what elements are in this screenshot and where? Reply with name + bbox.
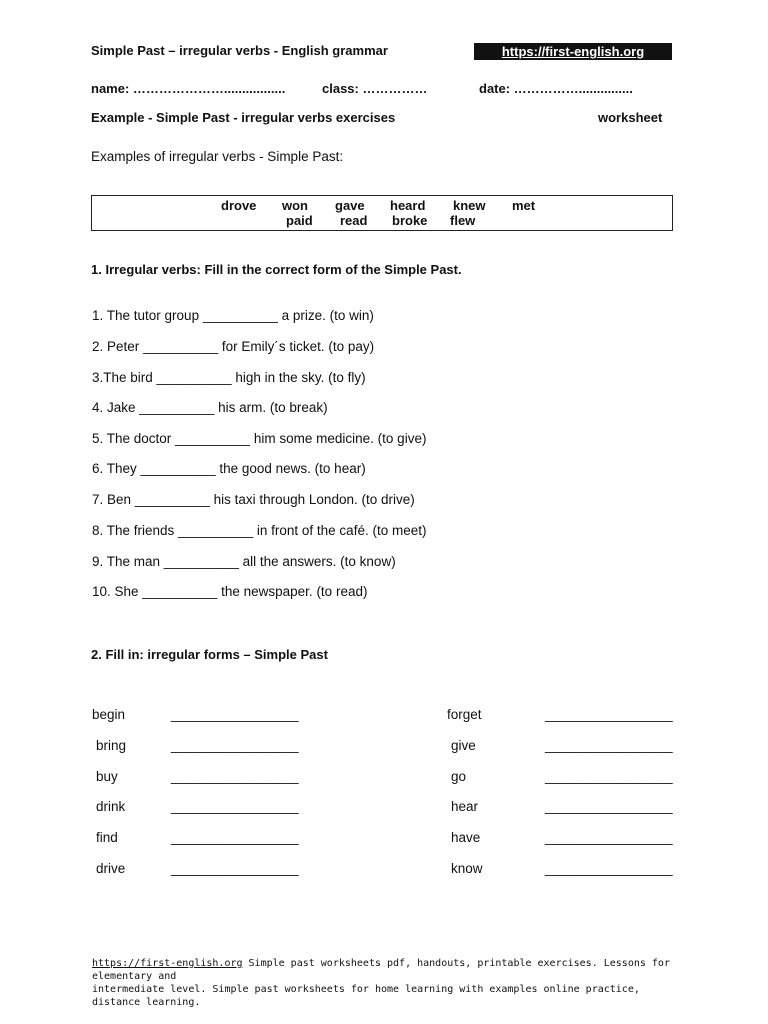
exercise-item: 1. The tutor group __________ a prize. (to win): [92, 308, 374, 323]
footer-link[interactable]: https://first-english.org: [92, 958, 243, 969]
verb-label: find: [96, 830, 118, 845]
answer-blank: _________________: [171, 769, 299, 784]
verb-label: drink: [96, 799, 126, 814]
word-box-word: drove: [221, 198, 257, 213]
footer-text: Simple past worksheets pdf, handouts, printable exercises. Lessons for elementary and: [92, 958, 670, 982]
verb-label: go: [451, 769, 467, 784]
section2-heading: 2. Fill in: irregular forms – Simple Past: [91, 647, 328, 662]
website-link[interactable]: https://first-english.org: [474, 43, 672, 60]
word-box-word: met: [512, 198, 536, 213]
word-box-word: broke: [392, 213, 428, 228]
word-box-word: read: [340, 213, 368, 228]
answer-blank: _________________: [171, 799, 299, 814]
footer-line-1: [92, 957, 682, 983]
footer: [92, 957, 682, 1009]
answer-blank: _________________: [545, 799, 673, 814]
exercise-item: 4. Jake __________ his arm. (to break): [92, 400, 328, 415]
worksheet-label: worksheet: [598, 110, 663, 125]
word-box-word: knew: [453, 198, 486, 213]
answer-blank: _________________: [171, 830, 299, 845]
footer-line-2: intermediate level. Simple past worksheets for home learning with examples online practice, distance learning.: [92, 984, 640, 1008]
verb-label: give: [451, 738, 476, 753]
answer-blank: _________________: [545, 769, 673, 784]
exercise-item: 3.The bird __________ high in the sky. (to fly): [92, 370, 366, 385]
exercise-item: 5. The doctor __________ him some medicine. (to give): [92, 431, 427, 446]
verb-label: drive: [96, 861, 126, 876]
section1-heading: 1. Irregular verbs: Fill in the correct form of the Simple Past.: [91, 262, 462, 277]
name-field: name: ………………….................: [91, 81, 286, 96]
verb-label: have: [451, 830, 481, 845]
verb-label: begin: [92, 707, 126, 722]
answer-blank: _________________: [545, 861, 673, 876]
date-field: date: ……………...............: [479, 81, 633, 96]
intro-text: Examples of irregular verbs - Simple Past:: [91, 149, 344, 164]
answer-blank: _________________: [545, 738, 673, 753]
exercise-item: 8. The friends __________ in front of the café. (to meet): [92, 523, 427, 538]
exercise-item: 6. They __________ the good news. (to hear): [92, 461, 366, 476]
word-box: [91, 195, 673, 231]
exercise-item: 10. She __________ the newspaper. (to read): [92, 584, 368, 599]
answer-blank: _________________: [171, 738, 299, 753]
answer-blank: _________________: [171, 707, 299, 722]
class-field: class: ……………: [322, 81, 428, 96]
word-box-word: flew: [450, 213, 476, 228]
answer-blank: _________________: [171, 861, 299, 876]
verb-label: forget: [447, 707, 482, 722]
exercise-item: 2. Peter __________ for Emily´s ticket. (to pay): [92, 339, 375, 354]
worksheet-subtitle: Example - Simple Past - irregular verbs exercises: [91, 110, 396, 125]
word-box-word: paid: [286, 213, 313, 228]
exercise-item: 7. Ben __________ his taxi through London. (to drive): [92, 492, 415, 507]
word-box-word: won: [282, 198, 308, 213]
verb-label: buy: [96, 769, 118, 784]
verb-label: know: [451, 861, 483, 876]
answer-blank: _________________: [545, 707, 673, 722]
exercise-item: 9. The man __________ all the answers. (to know): [92, 554, 396, 569]
word-box-word: gave: [335, 198, 365, 213]
document-title: Simple Past – irregular verbs - English grammar: [91, 43, 388, 58]
verb-label: bring: [96, 738, 127, 753]
verb-label: hear: [451, 799, 479, 814]
word-box-word: heard: [390, 198, 426, 213]
answer-blank: _________________: [545, 830, 673, 845]
